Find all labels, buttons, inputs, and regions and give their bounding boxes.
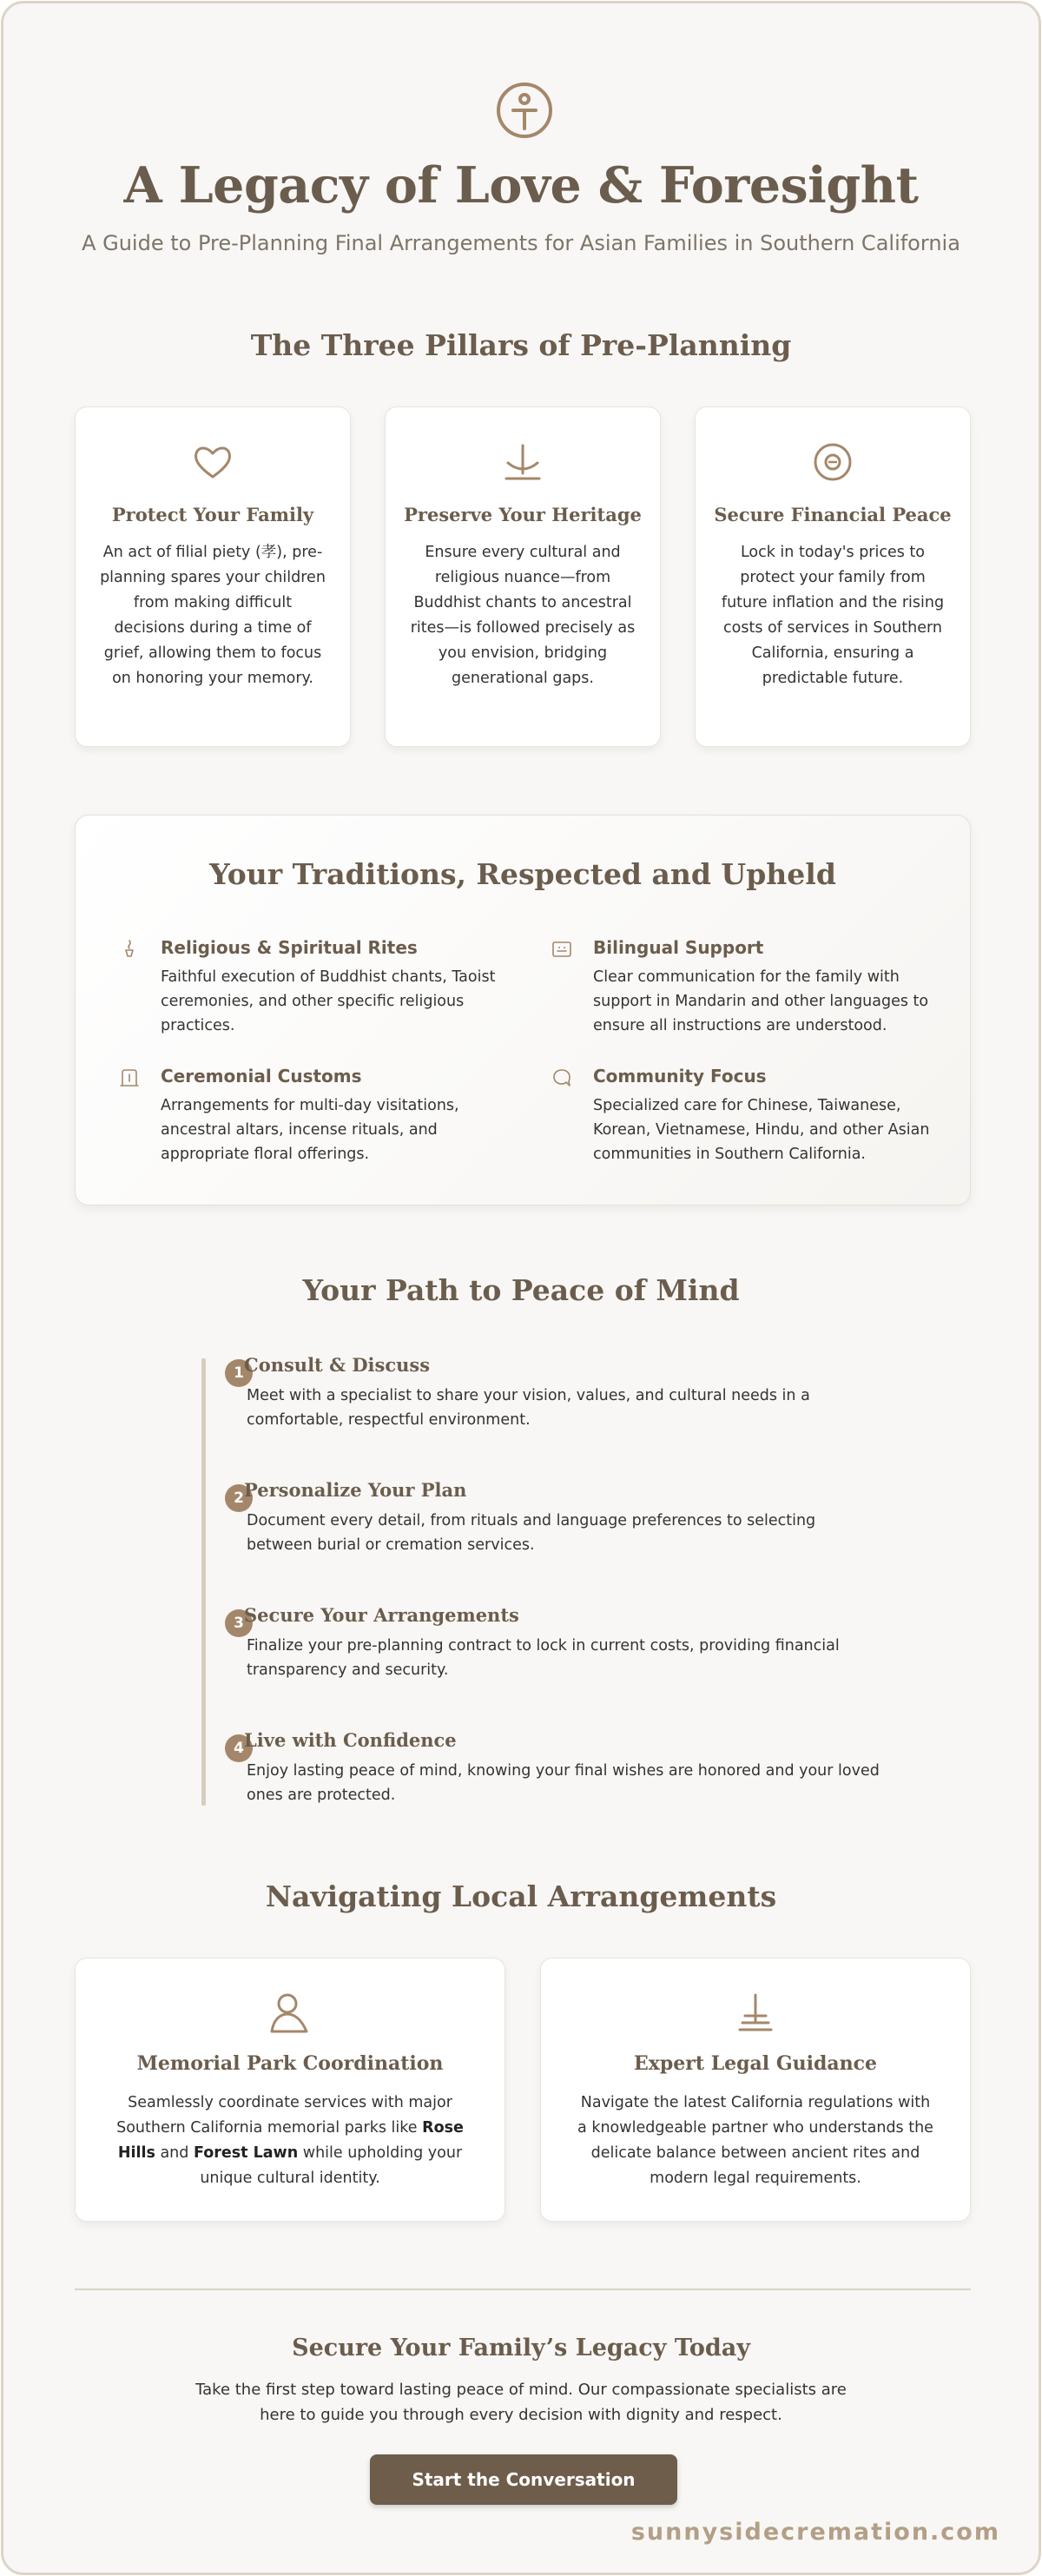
pillar-text: Lock in today's prices to protect your family from future inflation and the rising costs of services in Southern California, ensuring a predictable future. <box>721 544 945 687</box>
legal-icon <box>732 1990 779 2037</box>
path-title: Your Path to Peace of Mind <box>302 1273 740 1307</box>
scales-icon <box>501 440 544 484</box>
tradition-text: Faithful execution of Buddhist chants, Taoist ceremonies, and other specific religious practices. <box>161 968 496 1034</box>
start-conversation-button[interactable]: Start the Conversation <box>370 2454 677 2505</box>
step-text: Enjoy lasting peace of mind, knowing your final wishes are honored and your loved ones are protected. <box>247 1762 880 1804</box>
tradition-title: Ceremonial Customs <box>161 1066 362 1087</box>
pillar-title: Protect Your Family <box>111 504 314 525</box>
card-text-part: Seamlessly coordinate services with major Southern California memorial parks like <box>116 2094 452 2137</box>
page-subtitle: A Guide to Pre-Planning Final Arrangements for Asian Families in Southern California <box>82 231 960 255</box>
pillar-card-financial <box>695 406 971 747</box>
incense-icon <box>119 939 140 960</box>
card-title: Memorial Park Coordination <box>136 2052 444 2075</box>
step-number: 3 <box>225 1609 253 1637</box>
cta-title: Secure Your Family’s Legacy Today <box>292 2335 750 2361</box>
step-title: Personalize Your Plan <box>244 1479 467 1501</box>
coin-icon <box>811 440 854 484</box>
pillars-title: The Three Pillars of Pre-Planning <box>250 328 792 362</box>
step-title: Secure Your Arrangements <box>244 1604 519 1626</box>
timeline-line <box>201 1358 206 1806</box>
step-title: Consult & Discuss <box>244 1354 431 1376</box>
pillar-card-heritage <box>385 406 661 747</box>
step-number: 4 <box>225 1734 253 1762</box>
card-text: Navigate the latest California regulations with a knowledgeable partner who understands the delicate balance between ancient rites and modern legal requirements. <box>577 2094 933 2187</box>
legal-guidance-card <box>540 1958 971 2222</box>
card-text-part: while upholding your unique cultural identity. <box>200 2144 463 2187</box>
watermark: sunnysidecremation.com <box>630 2519 1000 2546</box>
card-text-part: and <box>155 2144 194 2162</box>
heart-icon <box>191 440 234 484</box>
step-text: Finalize your pre-planning contract to lock in current costs, providing financial transparency and security. <box>247 1637 840 1679</box>
pillar-text: An act of filial piety (孝), pre-planning spares your children from making difficult decisions during a time of grief, allowing them to focus on honoring your memory. <box>100 544 326 687</box>
card-title: Expert Legal Guidance <box>634 2052 877 2075</box>
memorial-park-card <box>75 1958 505 2222</box>
traditions-panel <box>75 815 971 1205</box>
chat-icon <box>551 939 572 960</box>
pillar-title: Secure Financial Peace <box>714 504 952 525</box>
tradition-text: Specialized care for Chinese, Taiwanese, Korean, Vietnamese, Hindu, and other Asian communities in Southern California. <box>593 1097 930 1163</box>
step-text: Document every detail, from rituals and language preferences to selecting between burial or cremation services. <box>247 1512 816 1554</box>
page <box>1 1 1041 2575</box>
tradition-text: Clear communication for the family with support in Mandarin and other languages to ensure all instructions are understood. <box>593 968 929 1034</box>
pillar-title: Preserve Your Heritage <box>404 504 642 525</box>
park-name-forest-lawn: Forest Lawn <box>193 2144 299 2162</box>
tradition-text: Arrangements for multi-day visitations, ancestral altars, incense rituals, and appropriate floral offerings. <box>161 1097 459 1163</box>
traditions-title: Your Traditions, Respected and Upheld <box>209 857 836 891</box>
speech-bubble-icon <box>551 1067 572 1088</box>
pillar-card-protect <box>75 406 351 747</box>
ankh-circle-icon <box>494 80 555 141</box>
tradition-title: Bilingual Support <box>593 937 764 958</box>
park-name-rose-hills: Rose Hills <box>117 2119 464 2162</box>
pillar-text: Ensure every cultural and religious nuance—from Buddhist chants to ancestral rites—is followed precisely as you envision, bridging generational gaps. <box>410 544 636 687</box>
person-icon <box>267 1990 313 2037</box>
step-number: 2 <box>225 1484 253 1512</box>
step-title: Live with Confidence <box>244 1729 457 1751</box>
tradition-title: Religious & Spiritual Rites <box>161 937 418 958</box>
card-text <box>109 2091 472 2191</box>
tradition-title: Community Focus <box>593 1066 767 1087</box>
step-text: Meet with a specialist to share your vision, values, and cultural needs in a comfortable, respectful environment. <box>247 1387 810 1429</box>
step-number: 1 <box>225 1359 253 1387</box>
altar-icon <box>119 1067 140 1088</box>
cta-text: Take the first step toward lasting peace of mind. Our compassionate specialists are here to guide you through every decision with dignity and respect. <box>195 2381 847 2424</box>
local-title: Navigating Local Arrangements <box>265 1879 777 1913</box>
page-title: A Legacy of Love & Foresight <box>123 156 919 215</box>
divider <box>75 2289 971 2290</box>
